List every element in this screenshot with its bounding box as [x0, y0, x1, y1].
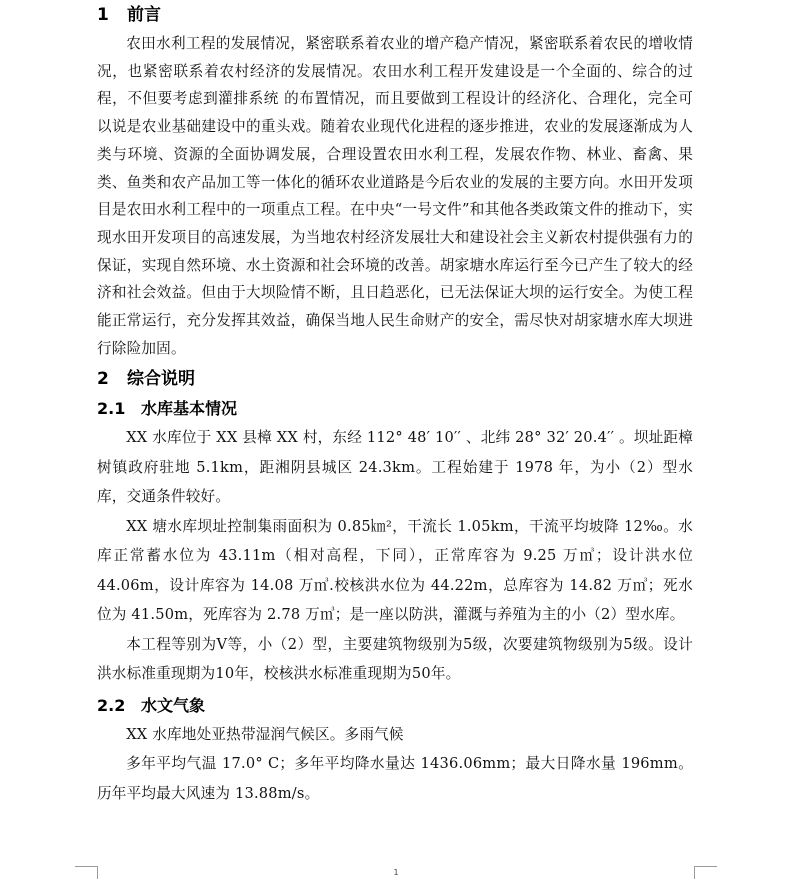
weather-stats-paragraph: 多年平均气温 17.0° C；多年平均降水量达 1436.06mm；最大日降水量 196mm。历年平均最大风速为 13.88m/s。 — [97, 755, 693, 802]
subsection-heading-2-1 — [97, 394, 693, 423]
document-body — [97, 0, 693, 808]
section-title: 综合说明 — [127, 369, 195, 390]
subsection-title: 水文气象 — [141, 695, 206, 715]
section-title: 前言 — [127, 5, 161, 25]
section-heading-2 — [97, 364, 693, 394]
intro-paragraph: 农田水利工程的发展情况，紧密联系着农业的增产稳产情况，紧密联系着农民的增收情况，也紧密联系着农村经济的发展情况。农田水利工程开发建设是一个全面的、综合的过程，不但要考虑到灌排系统 的布置情况，而且要做到工程设计的经济化、合理化，完全可以说是农业基础建设中的重头戏。随着农业现代化进程的逐步推进，农业的发展逐渐成为人类与环境、资源的全面协调发展，合理设置农田水利工程，发展农作物、林业、畜禽、果类、鱼类和农产品加工等一体化的循环农业道路是今后农业的发展的主要方向。水田开发项目是农田水利工程中的一项重点工程。在中央“一号文件”和其他各类政策文件的推动下，实现水田开发项目的高速发展，为当地农村经济发展壮大和建设社会主义新农村提供强有力的保证，实现自然环境、水土资源和社会环境的改善。胡家塘水库运行至今已产生了较大的经济和社会效益。但由于大坝险情不断，且日趋恶化，已无法保证大坝的运行安全。为使工程能正常运行，充分发挥其效益，确保当地人民生命财产的安全，需尽快对胡家塘水库大坝进行除险加固。 — [97, 35, 693, 357]
crop-mark-bottom-left — [75, 866, 98, 879]
section-number: 1 — [97, 5, 109, 25]
subsection-number: 2.1 — [97, 399, 126, 419]
subsection-heading-2-2 — [97, 691, 693, 720]
engineering-grade-paragraph: 本工程等别为Ⅴ等，小（2）型，主要建筑物级别为5级，次要建筑物级别为5级。设计洪水标准重现期为10年，校核洪水标准重现期为50年。 — [97, 635, 693, 683]
reservoir-capacity-paragraph: XX 塘水库坝址控制集雨面积为 0.85㎞²，干流长 1.05km，干流平均坡降 12‰。水库正常蓄水位为 43.11m（相对高程，下同），正常库容为 9.25 万㎥；设计洪水位 44.06m，设计库容为 14.08 万㎥.校核洪水位为 44.22m，总库容为 14.82 万㎥；死水位为 41.50m，死库容为 2.78 万㎥；是一座以防洪，灌溉与养殖为主的小（2）型水库。 — [97, 517, 693, 624]
page-number: 1 — [393, 868, 399, 877]
subsection-number: 2.2 — [97, 695, 126, 715]
climate-paragraph: XX 水库地处亚热带湿润气候区。多雨气候 — [126, 725, 404, 743]
crop-mark-bottom-right — [694, 866, 717, 879]
section-heading-1 — [97, 0, 693, 30]
subsection-title: 水库基本情况 — [141, 399, 238, 419]
reservoir-location-paragraph: XX 水库位于 XX 县樟 XX 村，东经 112° 48′ 10′′ 、北纬 28° 32′ 20.4′′ 。坝址距樟树镇政府驻地 5.1km，距湘阴县城区 24.3km。工程始建于 1978 年，为小（2）型水库，交通条件较好。 — [97, 429, 693, 506]
section-number: 2 — [97, 369, 109, 390]
